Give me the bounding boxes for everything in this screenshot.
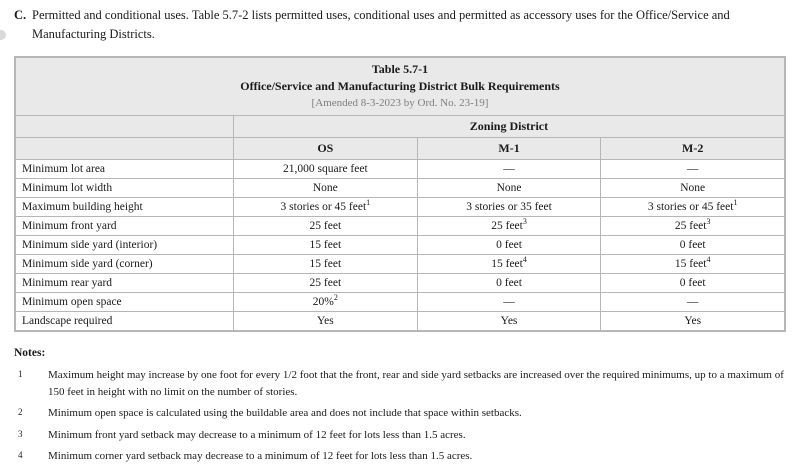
cell-os-footnote: 2 <box>333 292 338 302</box>
row-label: Minimum lot width <box>16 178 234 197</box>
note-item <box>14 367 786 400</box>
notes-section <box>14 345 786 465</box>
row-label: Landscape required <box>16 311 234 330</box>
table-row <box>16 292 785 311</box>
note-number: 1 <box>18 369 23 380</box>
cell-m1: — <box>417 159 601 178</box>
intro-text: Permitted and conditional uses. Table 5.7-2 lists permitted uses, conditional uses and permitted as accessory uses for the Office/Service and Manufacturing Districts. <box>32 8 730 41</box>
note-number: 3 <box>18 428 23 439</box>
table-title-cell <box>16 57 785 115</box>
cell-m1: None <box>417 178 601 197</box>
note-text: Minimum open space is calculated using the buildable area and does not include that space within setbacks. <box>48 407 522 420</box>
notes-heading: Notes: <box>14 346 46 359</box>
table-row <box>16 178 785 197</box>
row-label: Minimum rear yard <box>16 273 234 292</box>
intro-list-letter: C. <box>14 8 27 22</box>
note-item <box>14 405 786 422</box>
column-header-m2: M-2 <box>601 137 785 159</box>
table-amendment-note: [Amended 8-3-2023 by Ord. No. 23-19] <box>311 97 489 110</box>
note-item <box>14 427 786 444</box>
cell-m1: 0 feet <box>417 235 601 254</box>
cell-m2: 0 feet <box>601 235 785 254</box>
cell-os: Yes <box>233 311 417 330</box>
cell-m2 <box>601 197 785 216</box>
cell-m1-text: 25 feet <box>491 219 523 232</box>
note-number: 2 <box>18 407 23 418</box>
table-row <box>16 254 785 273</box>
note-text: Maximum height may increase by one foot for every 1/2 foot that the front, rear and side yard setbacks are increased over the required minimums, up to a maximum of 150 feet in height with no limit on the number of stories. <box>48 369 784 398</box>
cell-m1 <box>417 216 601 235</box>
table-row <box>16 216 785 235</box>
note-number: 4 <box>18 450 23 461</box>
row-label: Maximum building height <box>16 197 234 216</box>
table-row <box>16 235 785 254</box>
cell-m1-text: 15 feet <box>491 257 523 270</box>
cell-os: 21,000 square feet <box>233 159 417 178</box>
intro-paragraph <box>0 0 800 44</box>
table-group-header-row <box>16 115 785 137</box>
cell-m2: Yes <box>601 311 785 330</box>
table-column-header-row <box>16 137 785 159</box>
cell-m1: Yes <box>417 311 601 330</box>
cell-m2-footnote: 1 <box>733 197 738 207</box>
cell-os: 25 feet <box>233 273 417 292</box>
row-label: Minimum open space <box>16 292 234 311</box>
table-row <box>16 159 785 178</box>
cell-m2-text: 25 feet <box>674 219 707 232</box>
group-header-zoning-district: Zoning District <box>233 115 784 137</box>
column-header-spacer <box>16 137 234 159</box>
cell-m2 <box>601 254 785 273</box>
note-item <box>14 448 786 465</box>
table-title: Table 5.7-1 <box>371 61 429 76</box>
cell-m1: — <box>417 292 601 311</box>
note-text: Minimum corner yard setback may decrease to a minimum of 12 feet for lots less than 1.5 acres. <box>48 450 473 463</box>
table-title-row <box>16 57 785 115</box>
cell-os: 15 feet <box>233 254 417 273</box>
table-subtitle: Office/Service and Manufacturing District Bulk Requirements <box>240 78 560 93</box>
cell-os: None <box>233 178 417 197</box>
cell-m1: 0 feet <box>417 273 601 292</box>
bulk-requirements-table-container <box>14 56 786 332</box>
row-label: Minimum side yard (interior) <box>16 235 234 254</box>
cell-m2-footnote: 3 <box>706 216 711 226</box>
row-label: Minimum side yard (corner) <box>16 254 234 273</box>
note-text: Minimum front yard setback may decrease to a minimum of 12 feet for lots less than 1.5 acres. <box>48 428 466 441</box>
cell-os: 25 feet <box>233 216 417 235</box>
table-row <box>16 273 785 292</box>
cell-m1-footnote: 4 <box>522 254 527 264</box>
cell-os: 15 feet <box>233 235 417 254</box>
cell-m2: 0 feet <box>601 273 785 292</box>
group-header-spacer <box>16 115 234 137</box>
cell-m2-text: 15 feet <box>674 257 707 270</box>
cell-os <box>233 197 417 216</box>
cell-m2: None <box>601 178 785 197</box>
cell-m2: — <box>601 292 785 311</box>
column-header-os: OS <box>233 137 417 159</box>
cell-os-text: 20% <box>312 295 334 308</box>
cell-m1-footnote: 3 <box>522 216 527 226</box>
table-row <box>16 311 785 330</box>
row-label: Minimum front yard <box>16 216 234 235</box>
cell-m2-text: 3 stories or 45 feet <box>647 200 734 213</box>
cell-m2: — <box>601 159 785 178</box>
cell-os-text: 3 stories or 45 feet <box>280 200 367 213</box>
cell-m1: 3 stories or 35 feet <box>417 197 601 216</box>
bulk-requirements-table <box>15 57 785 331</box>
cell-os <box>233 292 417 311</box>
column-header-m1: M-1 <box>417 137 601 159</box>
cell-os-footnote: 1 <box>366 197 371 207</box>
cell-m2 <box>601 216 785 235</box>
table-row <box>16 197 785 216</box>
cell-m2-footnote: 4 <box>706 254 711 264</box>
row-label: Minimum lot area <box>16 159 234 178</box>
cell-m1 <box>417 254 601 273</box>
